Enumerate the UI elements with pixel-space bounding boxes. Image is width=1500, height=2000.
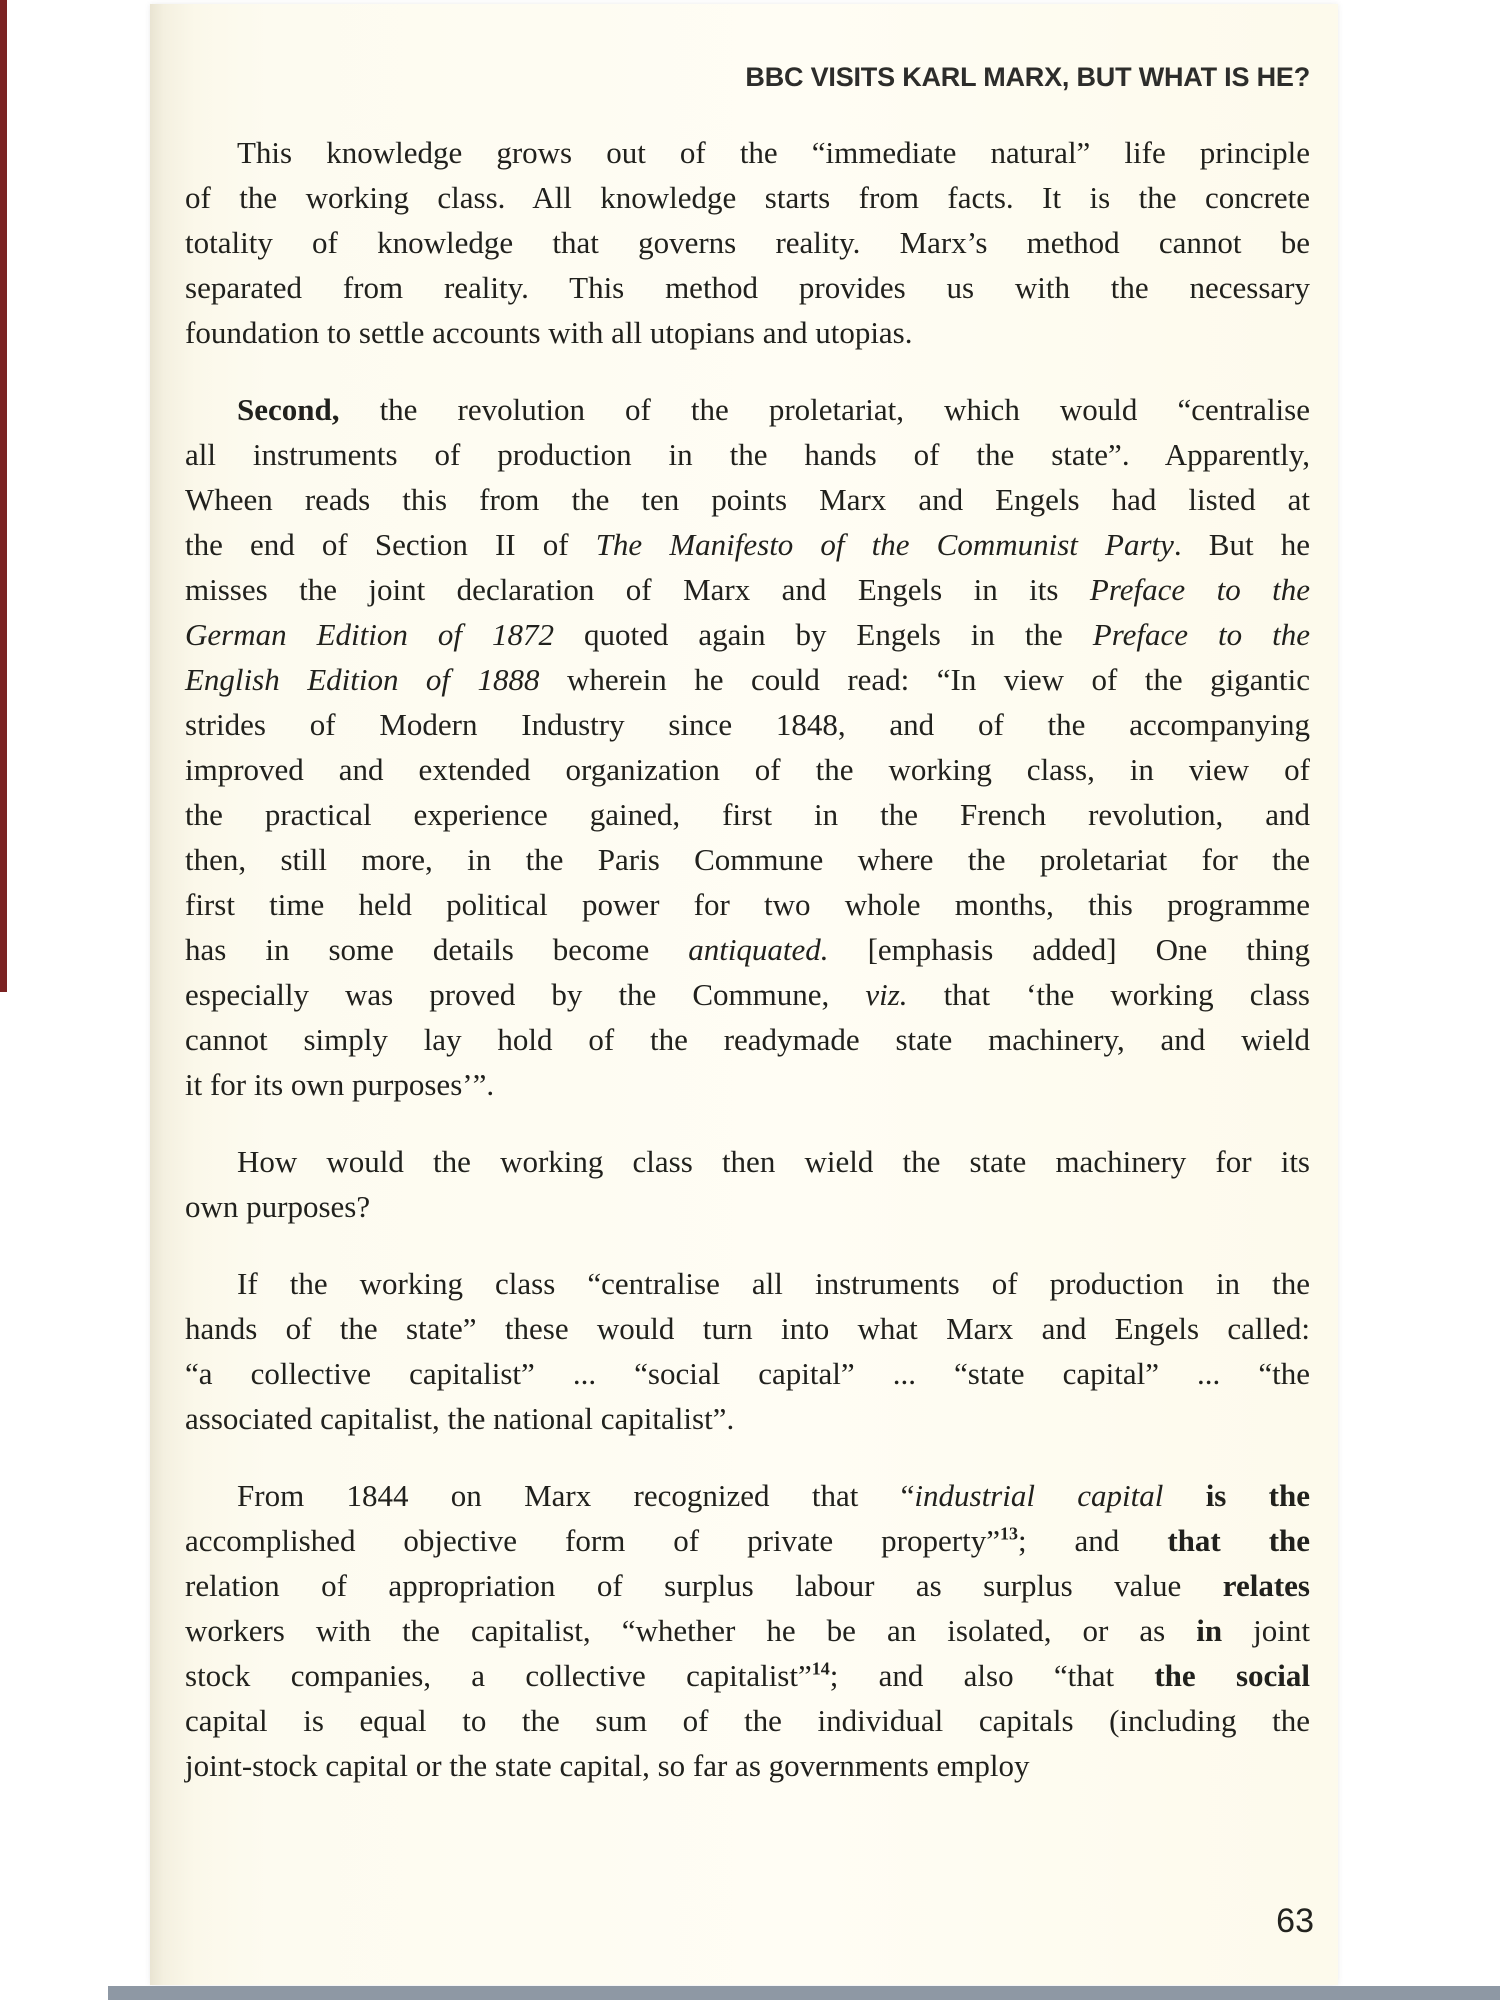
text-segment: is the <box>1205 1478 1310 1513</box>
text-segment: separated from reality. This method provides us with the necessary <box>185 270 1310 305</box>
text-line <box>185 1698 1310 1743</box>
text-segment: cannot simply lay hold of the readymade state machinery, and wield <box>185 1022 1310 1057</box>
text-line <box>185 882 1310 927</box>
text-segment: stock companies, a collective capitalist” <box>185 1658 812 1693</box>
text-segment: own purposes? <box>185 1189 371 1224</box>
text-line <box>185 1518 1310 1563</box>
text-segment: first time held political power for two whole months, this programme <box>185 887 1310 922</box>
text-line <box>185 702 1310 747</box>
text-segment: . But he <box>1173 527 1310 562</box>
text-segment: has in some details become <box>185 932 689 967</box>
text-segment: strides of Modern Industry since 1848, and of the accompanying <box>185 707 1310 742</box>
text-line <box>185 1653 1310 1698</box>
text-line <box>185 477 1310 522</box>
text-line <box>185 432 1310 477</box>
text-segment: antiquated. <box>688 932 829 967</box>
text-segment: hands of the state” these would turn into what Marx and Engels called: <box>185 1311 1310 1346</box>
text-segment: 13 <box>999 1523 1018 1544</box>
text-segment: the revolution of the proletariat, which would “centralise <box>339 392 1310 427</box>
text-segment: If the working class “centralise all instruments of production in the <box>237 1266 1310 1301</box>
text-segment: especially was proved by the Commune, <box>185 977 866 1012</box>
text-segment: industrial capital <box>914 1478 1164 1513</box>
text-segment: all instruments of production in the hands of the state”. Apparently, <box>185 437 1310 472</box>
text-segment: that ‘the working class <box>907 977 1310 1012</box>
text-segment: improved and extended organization of the working class, in view of <box>185 752 1310 787</box>
text-segment: totality of knowledge that governs reality. Marx’s method cannot be <box>185 225 1310 260</box>
text-segment: wherein he could read: “In view of the gigantic <box>539 662 1310 697</box>
text-segment: ; and also “that <box>829 1658 1155 1693</box>
text-segment: German Edition of 1872 <box>185 617 554 652</box>
text-segment: From 1844 on Marx recognized that “ <box>237 1478 915 1513</box>
paragraph <box>185 1473 1310 1788</box>
text-line <box>185 1743 1310 1788</box>
text-line <box>185 310 1310 355</box>
text-segment: Preface to the <box>1092 617 1310 652</box>
text-segment: quoted again by Engels in the <box>553 617 1093 652</box>
text-segment: relation of appropriation of surplus labour as surplus value <box>185 1568 1223 1603</box>
text-line <box>185 1139 1310 1184</box>
text-line <box>185 130 1310 175</box>
text-line <box>185 927 1310 972</box>
text-segment: Preface to the <box>1089 572 1310 607</box>
text-line <box>185 522 1310 567</box>
text-segment: How would the working class then wield the state machinery for its <box>237 1144 1310 1179</box>
text-segment: in <box>1196 1613 1223 1648</box>
text-line <box>185 657 1310 702</box>
paragraph <box>185 387 1310 1107</box>
text-line <box>185 792 1310 837</box>
paragraph <box>185 1139 1310 1229</box>
book-page <box>150 4 1338 1985</box>
text-line <box>185 1396 1310 1441</box>
running-header: BBC VISITS KARL MARX, BUT WHAT IS HE? <box>745 62 1310 92</box>
text-segment: joint <box>1222 1613 1310 1648</box>
text-segment <box>1163 1478 1205 1513</box>
text-segment: of the working class. All knowledge starts from facts. It is the concrete <box>185 180 1310 215</box>
text-segment: This knowledge grows out of the “immediate natural” life principle <box>237 135 1310 170</box>
text-segment: Wheen reads this from the ten points Marx and Engels had listed at <box>185 482 1310 517</box>
text-segment: viz. <box>865 977 908 1012</box>
scan-bottom-bar <box>108 1986 1500 2000</box>
text-line <box>185 1351 1310 1396</box>
text-line <box>185 220 1310 265</box>
text-line <box>185 175 1310 220</box>
text-segment: that the <box>1167 1523 1311 1558</box>
text-segment: then, still more, in the Paris Commune where the proletariat for the <box>185 842 1310 877</box>
text-segment: capital is equal to the sum of the individual capitals (including the <box>185 1703 1310 1738</box>
text-line <box>185 1017 1310 1062</box>
text-line <box>185 1608 1310 1653</box>
text-segment: workers with the capitalist, “whether he be an isolated, or as <box>185 1613 1197 1648</box>
text-segment: the practical experience gained, first in the French revolution, and <box>185 797 1310 832</box>
body-text <box>185 130 1310 1820</box>
text-segment: relates <box>1222 1568 1310 1603</box>
text-segment: ; and <box>1017 1523 1168 1558</box>
text-line <box>185 387 1310 432</box>
page-number: 63 <box>1276 1902 1314 1940</box>
text-segment: “a collective capitalist” ... “social capital” ... “state capital” ... “the <box>185 1356 1310 1391</box>
text-line <box>185 1261 1310 1306</box>
text-line <box>185 1184 1310 1229</box>
text-segment: joint-stock capital or the state capital, so far as governments employ <box>185 1748 1030 1783</box>
text-line <box>185 1473 1310 1518</box>
text-segment: the social <box>1154 1658 1311 1693</box>
text-segment: 14 <box>811 1658 830 1679</box>
text-line <box>185 1563 1310 1608</box>
text-line <box>185 747 1310 792</box>
text-segment: foundation to settle accounts with all utopians and utopias. <box>185 315 913 350</box>
text-segment: English Edition of 1888 <box>185 662 540 697</box>
text-segment: it for its own purposes’”. <box>185 1067 495 1102</box>
text-line <box>185 837 1310 882</box>
text-line <box>185 265 1310 310</box>
text-line <box>185 612 1310 657</box>
text-line <box>185 567 1310 612</box>
text-segment: Second, <box>237 392 340 427</box>
paragraph <box>185 1261 1310 1441</box>
text-segment: misses the joint declaration of Marx and Engels in its <box>185 572 1090 607</box>
text-line <box>185 1062 1310 1107</box>
scan-left-red-strip <box>0 0 7 992</box>
text-segment: associated capitalist, the national capitalist”. <box>185 1401 735 1436</box>
text-segment: accomplished objective form of private property” <box>185 1523 1000 1558</box>
text-segment: The Manifesto of the Communist Party <box>595 527 1174 562</box>
text-segment: [emphasis added] One thing <box>828 932 1310 967</box>
text-line <box>185 1306 1310 1351</box>
text-line <box>185 972 1310 1017</box>
paragraph <box>185 130 1310 355</box>
text-segment: the end of Section II of <box>185 527 596 562</box>
